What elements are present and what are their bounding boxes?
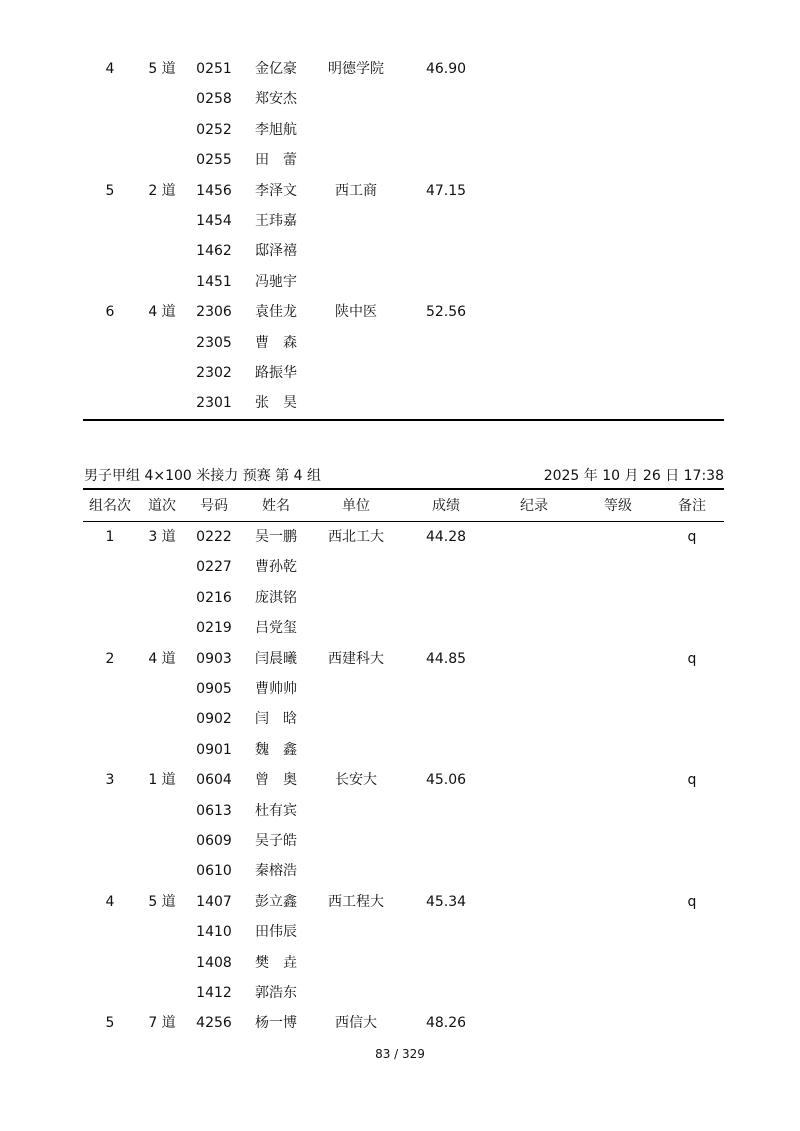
cell-unit bbox=[318, 674, 394, 704]
table-row bbox=[0, 735, 800, 765]
cell-lane bbox=[140, 388, 184, 418]
cell-number: 0609 bbox=[196, 833, 232, 849]
cell-name: 袁佳龙 bbox=[255, 304, 297, 321]
table-row bbox=[0, 856, 800, 886]
cell-unit bbox=[318, 206, 394, 236]
cell-name: 曹 森 bbox=[255, 334, 297, 351]
cell-name: 田伟辰 bbox=[255, 924, 297, 941]
table-row bbox=[0, 978, 800, 1008]
cell-rank: 5 bbox=[105, 182, 115, 199]
cell-unit bbox=[318, 856, 394, 886]
cell-number: 1462 bbox=[196, 243, 232, 260]
cell-unit bbox=[318, 388, 394, 418]
cell-number: 0219 bbox=[196, 620, 232, 637]
cell-note: q bbox=[687, 893, 697, 910]
cell-rank bbox=[88, 115, 132, 145]
cell-result bbox=[418, 236, 474, 266]
header-record: 纪录 bbox=[520, 498, 548, 514]
cell-name: 杨一博 bbox=[255, 1015, 297, 1032]
cell-name: 曹帅帅 bbox=[255, 681, 297, 697]
table-row bbox=[0, 115, 800, 145]
cell-lane bbox=[140, 358, 184, 388]
cell-result: 45.34 bbox=[425, 893, 467, 910]
cell-result bbox=[418, 948, 474, 978]
cell-note bbox=[670, 917, 714, 947]
cell-rank bbox=[88, 856, 132, 886]
cell-rank bbox=[88, 145, 132, 175]
cell-name: 吴一鹏 bbox=[255, 529, 297, 545]
cell-unit: 长安大 bbox=[335, 772, 377, 789]
cell-number: 2305 bbox=[196, 334, 232, 351]
cell-result bbox=[418, 856, 474, 886]
cell-number: 0255 bbox=[196, 152, 232, 169]
table-row bbox=[0, 704, 800, 734]
cell-note bbox=[670, 267, 714, 297]
table-row bbox=[0, 297, 800, 327]
cell-lane bbox=[140, 145, 184, 175]
cell-rank bbox=[88, 978, 132, 1008]
header-number: 号码 bbox=[200, 498, 228, 514]
cell-lane bbox=[140, 826, 184, 856]
cell-unit bbox=[318, 613, 394, 643]
cell-rank bbox=[88, 948, 132, 978]
header-name: 姓名 bbox=[262, 498, 290, 514]
cell-rank bbox=[88, 917, 132, 947]
cell-name: 曾 奥 bbox=[255, 772, 297, 789]
cell-lane bbox=[140, 978, 184, 1008]
page-number: 83 / 329 bbox=[375, 1047, 425, 1061]
cell-lane bbox=[140, 674, 184, 704]
header-note: 备注 bbox=[678, 498, 706, 514]
cell-note bbox=[670, 948, 714, 978]
cell-name: 郭浩东 bbox=[255, 985, 297, 1001]
cell-result bbox=[418, 358, 474, 388]
table-row bbox=[0, 176, 800, 206]
cell-result bbox=[418, 613, 474, 643]
cell-result bbox=[418, 328, 474, 358]
cell-lane bbox=[140, 236, 184, 266]
cell-lane bbox=[140, 613, 184, 643]
cell-lane bbox=[140, 84, 184, 114]
cell-rank: 6 bbox=[105, 304, 115, 321]
cell-result bbox=[418, 206, 474, 236]
cell-note bbox=[670, 84, 714, 114]
cell-unit bbox=[318, 704, 394, 734]
table-row bbox=[0, 145, 800, 175]
cell-result: 46.90 bbox=[425, 61, 467, 77]
cell-unit bbox=[318, 84, 394, 114]
cell-name: 樊 垚 bbox=[255, 954, 297, 971]
cell-unit bbox=[318, 583, 394, 613]
cell-number: 0604 bbox=[196, 772, 232, 789]
cell-rank bbox=[88, 267, 132, 297]
cell-name: 冯驰宇 bbox=[255, 273, 297, 290]
cell-lane: 3 道 bbox=[148, 529, 176, 545]
cell-lane bbox=[140, 917, 184, 947]
cell-unit bbox=[318, 115, 394, 145]
cell-number: 0227 bbox=[196, 559, 232, 576]
cell-lane bbox=[140, 735, 184, 765]
cell-unit: 西工商 bbox=[335, 182, 377, 199]
table-row bbox=[0, 644, 800, 674]
table-row bbox=[0, 1008, 800, 1038]
cell-rank: 4 bbox=[105, 61, 115, 77]
cell-number: 2301 bbox=[196, 395, 232, 412]
cell-number: 0905 bbox=[196, 681, 232, 697]
cell-unit bbox=[318, 328, 394, 358]
cell-name: 邸泽禧 bbox=[255, 243, 297, 260]
cell-unit bbox=[318, 735, 394, 765]
cell-unit bbox=[318, 978, 394, 1008]
cell-name: 吴子皓 bbox=[255, 833, 297, 849]
header-lane: 道次 bbox=[148, 498, 176, 514]
cell-number: 1407 bbox=[196, 893, 232, 910]
cell-unit bbox=[318, 826, 394, 856]
cell-note bbox=[670, 735, 714, 765]
cell-result: 44.28 bbox=[425, 529, 467, 545]
cell-unit: 西工程大 bbox=[328, 893, 384, 910]
cell-lane bbox=[140, 328, 184, 358]
table-row bbox=[0, 583, 800, 613]
cell-unit: 明德学院 bbox=[328, 61, 384, 77]
cell-unit bbox=[318, 796, 394, 826]
cell-note bbox=[670, 978, 714, 1008]
cell-rank bbox=[88, 206, 132, 236]
cell-number: 0610 bbox=[196, 863, 232, 880]
table-row bbox=[0, 54, 800, 84]
cell-lane: 2 道 bbox=[148, 182, 176, 199]
cell-name: 李旭航 bbox=[255, 121, 297, 138]
table-row bbox=[0, 674, 800, 704]
cell-lane: 1 道 bbox=[148, 772, 176, 789]
header-grade: 等级 bbox=[604, 498, 632, 514]
cell-number: 1412 bbox=[196, 985, 232, 1001]
cell-lane bbox=[140, 856, 184, 886]
cell-number: 0216 bbox=[196, 589, 232, 606]
table-row bbox=[0, 887, 800, 917]
cell-unit: 西北工大 bbox=[328, 529, 384, 545]
cell-rank bbox=[88, 796, 132, 826]
cell-rank bbox=[88, 583, 132, 613]
cell-result: 48.26 bbox=[425, 1015, 467, 1032]
cell-result bbox=[418, 145, 474, 175]
cell-lane: 5 道 bbox=[148, 61, 176, 77]
cell-rank: 5 bbox=[105, 1015, 115, 1032]
cell-unit bbox=[318, 948, 394, 978]
cell-number: 1451 bbox=[196, 273, 232, 290]
cell-unit: 西建科大 bbox=[328, 650, 384, 667]
cell-note bbox=[670, 54, 714, 84]
cell-unit bbox=[318, 552, 394, 582]
cell-note bbox=[670, 176, 714, 206]
cell-note bbox=[670, 328, 714, 358]
cell-result: 45.06 bbox=[425, 772, 467, 789]
cell-rank bbox=[88, 358, 132, 388]
cell-note bbox=[670, 1008, 714, 1038]
cell-rank: 4 bbox=[105, 893, 115, 910]
cell-rank bbox=[88, 552, 132, 582]
table-row bbox=[0, 236, 800, 266]
cell-rank bbox=[88, 328, 132, 358]
cell-result bbox=[418, 84, 474, 114]
table-row bbox=[0, 522, 800, 552]
cell-name: 曹孙乾 bbox=[255, 559, 297, 576]
table-row bbox=[0, 206, 800, 236]
cell-number: 0222 bbox=[196, 529, 232, 545]
cell-result bbox=[418, 674, 474, 704]
cell-lane bbox=[140, 552, 184, 582]
cell-note: q bbox=[687, 529, 697, 545]
cell-number: 1454 bbox=[196, 213, 232, 229]
cell-name: 金亿豪 bbox=[255, 61, 297, 77]
cell-note bbox=[670, 236, 714, 266]
cell-name: 张 昊 bbox=[255, 395, 297, 412]
cell-name: 闫晨曦 bbox=[255, 650, 297, 667]
cell-lane bbox=[140, 704, 184, 734]
cell-rank bbox=[88, 84, 132, 114]
table-row bbox=[0, 917, 800, 947]
cell-name: 王玮嘉 bbox=[255, 213, 297, 229]
table-bottom-rule bbox=[83, 419, 724, 421]
cell-number: 0903 bbox=[196, 650, 232, 667]
cell-name: 彭立鑫 bbox=[255, 893, 297, 910]
cell-note bbox=[670, 704, 714, 734]
cell-lane bbox=[140, 796, 184, 826]
cell-name: 吕党玺 bbox=[255, 620, 297, 637]
cell-result: 52.56 bbox=[425, 304, 467, 321]
section-title: 男子甲组 4×100 米接力 预赛 第 4 组 bbox=[84, 468, 321, 484]
table-row bbox=[0, 328, 800, 358]
cell-number: 0252 bbox=[196, 121, 232, 138]
cell-rank bbox=[88, 704, 132, 734]
cell-number: 0901 bbox=[196, 741, 232, 758]
cell-note bbox=[670, 613, 714, 643]
table-row bbox=[0, 613, 800, 643]
cell-name: 郑安杰 bbox=[255, 91, 297, 108]
cell-number: 0613 bbox=[196, 802, 232, 819]
cell-result bbox=[418, 796, 474, 826]
cell-rank: 2 bbox=[105, 650, 115, 667]
table-row bbox=[0, 552, 800, 582]
cell-name: 李泽文 bbox=[255, 182, 297, 199]
cell-rank: 1 bbox=[105, 529, 115, 545]
cell-unit: 陕中医 bbox=[335, 304, 377, 321]
cell-unit bbox=[318, 145, 394, 175]
cell-rank bbox=[88, 613, 132, 643]
cell-lane bbox=[140, 948, 184, 978]
cell-lane bbox=[140, 583, 184, 613]
table-row bbox=[0, 84, 800, 114]
table-row bbox=[0, 358, 800, 388]
cell-lane bbox=[140, 115, 184, 145]
cell-result bbox=[418, 583, 474, 613]
cell-name: 路振华 bbox=[255, 365, 297, 381]
cell-result bbox=[418, 917, 474, 947]
cell-lane: 4 道 bbox=[148, 304, 176, 321]
table-row bbox=[0, 765, 800, 795]
cell-rank bbox=[88, 735, 132, 765]
cell-result bbox=[418, 115, 474, 145]
cell-number: 0902 bbox=[196, 711, 232, 728]
cell-note bbox=[670, 297, 714, 327]
cell-lane: 4 道 bbox=[148, 650, 176, 667]
cell-number: 1410 bbox=[196, 924, 232, 941]
table-row bbox=[0, 388, 800, 418]
cell-unit bbox=[318, 267, 394, 297]
cell-result: 47.15 bbox=[425, 182, 467, 199]
cell-result bbox=[418, 704, 474, 734]
cell-lane bbox=[140, 206, 184, 236]
cell-rank bbox=[88, 826, 132, 856]
cell-number: 0251 bbox=[196, 61, 232, 77]
cell-rank: 3 bbox=[105, 772, 115, 789]
cell-result: 44.85 bbox=[425, 650, 467, 667]
cell-note bbox=[670, 358, 714, 388]
header-rank: 组名次 bbox=[89, 498, 131, 514]
cell-rank bbox=[88, 236, 132, 266]
header-unit: 单位 bbox=[342, 498, 370, 514]
cell-number: 4256 bbox=[196, 1015, 232, 1032]
cell-lane: 5 道 bbox=[148, 893, 176, 910]
cell-number: 0258 bbox=[196, 91, 232, 108]
cell-note bbox=[670, 856, 714, 886]
cell-unit bbox=[318, 917, 394, 947]
cell-name: 秦榕浩 bbox=[255, 863, 297, 880]
cell-name: 闫 晗 bbox=[255, 711, 297, 728]
section-datetime: 2025 年 10 月 26 日 17:38 bbox=[543, 468, 724, 484]
cell-number: 1408 bbox=[196, 954, 232, 971]
cell-note bbox=[670, 826, 714, 856]
cell-unit bbox=[318, 236, 394, 266]
table-header bbox=[0, 492, 800, 520]
cell-name: 魏 鑫 bbox=[255, 741, 297, 758]
cell-note bbox=[670, 145, 714, 175]
cell-result bbox=[418, 735, 474, 765]
table-row bbox=[0, 796, 800, 826]
cell-name: 杜有宾 bbox=[255, 802, 297, 819]
cell-name: 庞淇铭 bbox=[255, 589, 297, 606]
cell-note bbox=[670, 552, 714, 582]
cell-number: 2306 bbox=[196, 304, 232, 321]
cell-result bbox=[418, 267, 474, 297]
cell-note bbox=[670, 388, 714, 418]
table-row bbox=[0, 267, 800, 297]
cell-result bbox=[418, 552, 474, 582]
cell-result bbox=[418, 388, 474, 418]
cell-unit bbox=[318, 358, 394, 388]
cell-note bbox=[670, 796, 714, 826]
cell-result bbox=[418, 826, 474, 856]
cell-number: 2302 bbox=[196, 365, 232, 381]
cell-note bbox=[670, 206, 714, 236]
cell-result bbox=[418, 978, 474, 1008]
cell-rank bbox=[88, 388, 132, 418]
header-top-rule bbox=[83, 488, 724, 490]
table-row bbox=[0, 826, 800, 856]
cell-lane: 7 道 bbox=[148, 1015, 176, 1032]
cell-note: q bbox=[687, 772, 697, 789]
cell-unit: 西信大 bbox=[335, 1015, 377, 1032]
cell-note: q bbox=[687, 650, 697, 667]
cell-name: 田 蕾 bbox=[255, 152, 297, 169]
header-result: 成绩 bbox=[432, 498, 460, 514]
table-row bbox=[0, 948, 800, 978]
cell-note bbox=[670, 115, 714, 145]
cell-note bbox=[670, 583, 714, 613]
cell-lane bbox=[140, 267, 184, 297]
cell-note bbox=[670, 674, 714, 704]
cell-number: 1456 bbox=[196, 182, 232, 199]
cell-rank bbox=[88, 674, 132, 704]
